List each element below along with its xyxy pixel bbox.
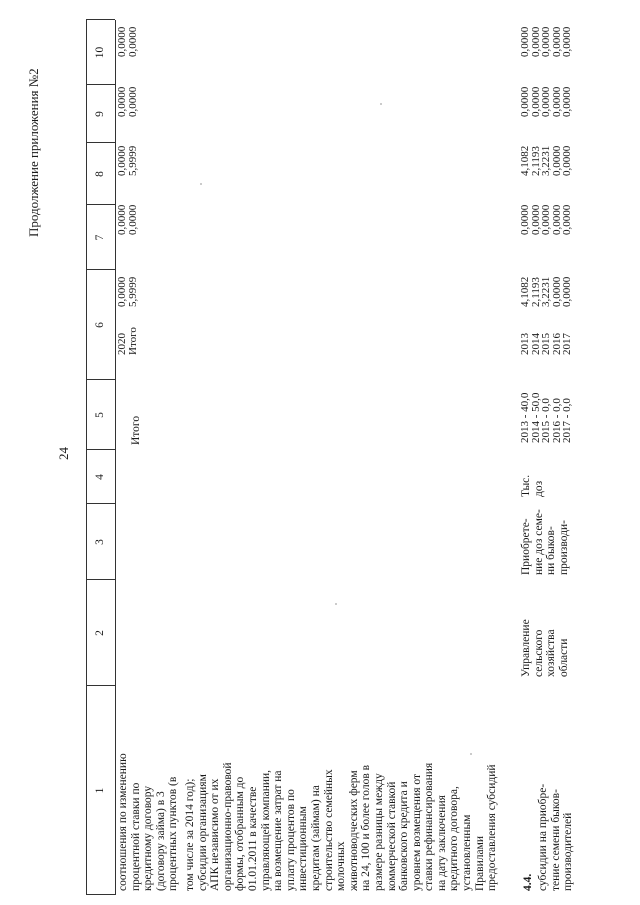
text-line: на 24, 100 и более голов в bbox=[360, 764, 373, 891]
row-4-4-indicator bbox=[520, 509, 570, 575]
text-line: банковского кредита и bbox=[398, 781, 411, 891]
header-col-2: 2 bbox=[94, 630, 106, 636]
text-line: кредитам (займам) на bbox=[309, 785, 322, 891]
text-line: 0,0000 bbox=[126, 26, 139, 57]
row-4-4-years bbox=[520, 333, 573, 355]
header-col-3: 3 bbox=[94, 539, 106, 545]
text-line: 0,0000 bbox=[540, 204, 553, 235]
text-line: на дату заключения bbox=[435, 795, 448, 891]
text-line: Итого bbox=[126, 327, 139, 355]
scan-speck bbox=[335, 603, 337, 605]
text-line: 3,2231 bbox=[540, 276, 553, 307]
text-line: ни быков- bbox=[545, 526, 558, 575]
text-line: 0,0000 bbox=[550, 26, 563, 57]
text-line: тение семени быков- bbox=[549, 789, 562, 891]
text-line: 0,0000 bbox=[561, 276, 574, 307]
text-line: 0,0000 bbox=[529, 26, 542, 57]
text-line: ставки рефинансирования bbox=[423, 762, 436, 891]
text-line: 2013 - 40,0 bbox=[519, 392, 531, 443]
text-line: 2,1193 bbox=[529, 146, 542, 176]
text-line: 0,0000 bbox=[561, 204, 574, 235]
text-line: 0,0000 bbox=[116, 276, 128, 307]
text-line: 0,0000 bbox=[519, 86, 531, 117]
text-line: 0,0000 bbox=[116, 26, 128, 57]
header-col-10: 10 bbox=[94, 46, 106, 59]
text-line: 0,0000 bbox=[519, 204, 531, 235]
text-line: 2016 bbox=[550, 333, 563, 355]
text-line: 0,0000 bbox=[561, 26, 574, 57]
text-line: 0,0000 bbox=[116, 204, 128, 235]
text-line: установленным bbox=[461, 814, 474, 891]
text-line: 0,0000 bbox=[550, 276, 563, 307]
text-line: 0,0000 bbox=[540, 26, 553, 57]
text-line: 4,1082 bbox=[519, 145, 531, 176]
row-4-4-col8 bbox=[520, 146, 573, 176]
row-4-4-col9 bbox=[520, 87, 573, 117]
text-line: 0,0000 bbox=[550, 204, 563, 235]
continued-col9-values bbox=[117, 87, 138, 117]
text-line: 2014 bbox=[529, 333, 542, 355]
row-4-4-unit bbox=[520, 475, 545, 497]
text-line: управляющей компании, bbox=[259, 769, 272, 891]
text-line: 0,0000 bbox=[561, 145, 574, 176]
text-line: 0,0000 bbox=[561, 86, 574, 117]
text-line: 0,0000 bbox=[116, 145, 128, 176]
text-line: 2,1193 bbox=[529, 277, 542, 307]
scan-speck bbox=[470, 753, 472, 755]
continuation-title: Продолжение приложения №2 bbox=[26, 68, 41, 237]
text-line: организационно-правовой bbox=[221, 762, 234, 891]
text-line: 0,0000 bbox=[529, 204, 542, 235]
header-col-5: 5 bbox=[94, 412, 106, 418]
text-line: производителей bbox=[562, 812, 575, 891]
text-line: 3,2231 bbox=[540, 145, 553, 176]
text-line: процентных пунктов (в bbox=[167, 776, 180, 891]
text-line: Правилами bbox=[473, 835, 486, 891]
text-line: соотношения по изменению bbox=[117, 753, 129, 891]
text-line: коммерческой ставкой bbox=[385, 781, 398, 891]
text-line: хозяйства bbox=[545, 629, 558, 677]
text-line: Приобрете- bbox=[520, 518, 532, 575]
row-4-4-number: 4.4. bbox=[522, 873, 534, 891]
text-line: сельского bbox=[532, 629, 545, 677]
header-col-1: 1 bbox=[94, 787, 106, 794]
text-line: 2015 - 0,0 bbox=[540, 398, 553, 443]
text-line: процентной ставки по bbox=[129, 782, 142, 891]
text-line: 2015 bbox=[540, 333, 553, 355]
header-col-4: 4 bbox=[94, 474, 106, 480]
text-line: 5,9999 bbox=[126, 145, 139, 176]
text-line: 01.01.2011 в качестве bbox=[246, 786, 259, 891]
scan-speck bbox=[200, 183, 202, 185]
text-line: кредитному договору bbox=[142, 785, 155, 891]
text-line: 2014 - 50,0 bbox=[529, 392, 542, 443]
text-line: том числе за 2014 год); bbox=[184, 778, 196, 891]
text-line: производи- bbox=[557, 520, 570, 575]
scan-speck bbox=[380, 103, 382, 105]
text-line: предоставления субсидий bbox=[486, 764, 499, 891]
continued-col6-years bbox=[117, 327, 138, 355]
text-line: 2020 bbox=[116, 333, 128, 355]
text-line: 2017 - 0,0 bbox=[561, 398, 574, 443]
header-col-6: 6 bbox=[94, 322, 106, 328]
text-line: 0,0000 bbox=[126, 204, 139, 235]
text-line: 4,1082 bbox=[519, 276, 531, 307]
text-line: строительство семейных bbox=[322, 769, 335, 891]
text-line: формы, отобранным до bbox=[234, 776, 247, 891]
text-line: на возмещение затрат на bbox=[272, 770, 285, 891]
row-4-4-col6 bbox=[520, 277, 573, 307]
row-4-4-col10 bbox=[520, 27, 573, 57]
text-line: области bbox=[557, 638, 570, 677]
row-4-4-executor bbox=[520, 619, 570, 677]
text-line: 0,0000 bbox=[116, 86, 128, 117]
text-line: 0,0000 bbox=[126, 86, 139, 117]
text-line: 0,0000 bbox=[519, 26, 531, 57]
text-line: (договору займа) в 3 bbox=[154, 791, 167, 891]
subsidy-description bbox=[184, 762, 499, 891]
text-line: 5,9999 bbox=[126, 276, 139, 307]
text-line: молочных bbox=[335, 841, 348, 891]
text-line: кредитного договора, bbox=[448, 786, 461, 891]
text-line: субсидии организациям bbox=[196, 774, 209, 891]
text-line: Управление bbox=[520, 619, 532, 677]
text-line: доз bbox=[532, 480, 545, 497]
text-line: субсидии на приобре- bbox=[537, 783, 549, 891]
text-line: 2013 bbox=[519, 333, 531, 355]
text-line: 2017 bbox=[561, 333, 574, 355]
row-4-4-targets bbox=[520, 393, 573, 443]
text-line: Тыс. bbox=[520, 474, 532, 497]
text-line: животноводческих ферм bbox=[347, 770, 360, 891]
header-col-7: 7 bbox=[94, 234, 106, 241]
text-line: 0,0000 bbox=[550, 86, 563, 117]
text-line: 0,0000 bbox=[550, 145, 563, 176]
text-line: уровнем возмещения от bbox=[410, 773, 423, 891]
continued-col10-values bbox=[117, 27, 138, 57]
continued-row-description bbox=[117, 753, 180, 891]
continued-col5-total: Итого bbox=[130, 415, 142, 445]
text-line: уплату процентов по bbox=[284, 789, 297, 891]
table-top-border bbox=[86, 20, 87, 895]
row-4-4-description bbox=[537, 784, 575, 891]
header-col-9: 9 bbox=[94, 111, 106, 117]
continued-col8-values bbox=[117, 146, 138, 176]
text-line: АПК независимо от их bbox=[209, 778, 222, 891]
text-line: 0,0000 bbox=[529, 86, 542, 117]
text-line: 2016 - 0,0 bbox=[550, 398, 563, 443]
page-number: 24 bbox=[56, 447, 71, 460]
text-line: инвестиционным bbox=[297, 806, 310, 891]
text-line: 0,0000 bbox=[540, 86, 553, 117]
text-line: ние доз семе- bbox=[532, 509, 545, 575]
text-line: размере разницы между bbox=[372, 773, 385, 891]
row-4-4-col7 bbox=[520, 205, 573, 235]
continued-col6-values bbox=[117, 277, 138, 307]
header-col-8: 8 bbox=[94, 171, 106, 177]
continued-col7-values bbox=[117, 205, 138, 235]
